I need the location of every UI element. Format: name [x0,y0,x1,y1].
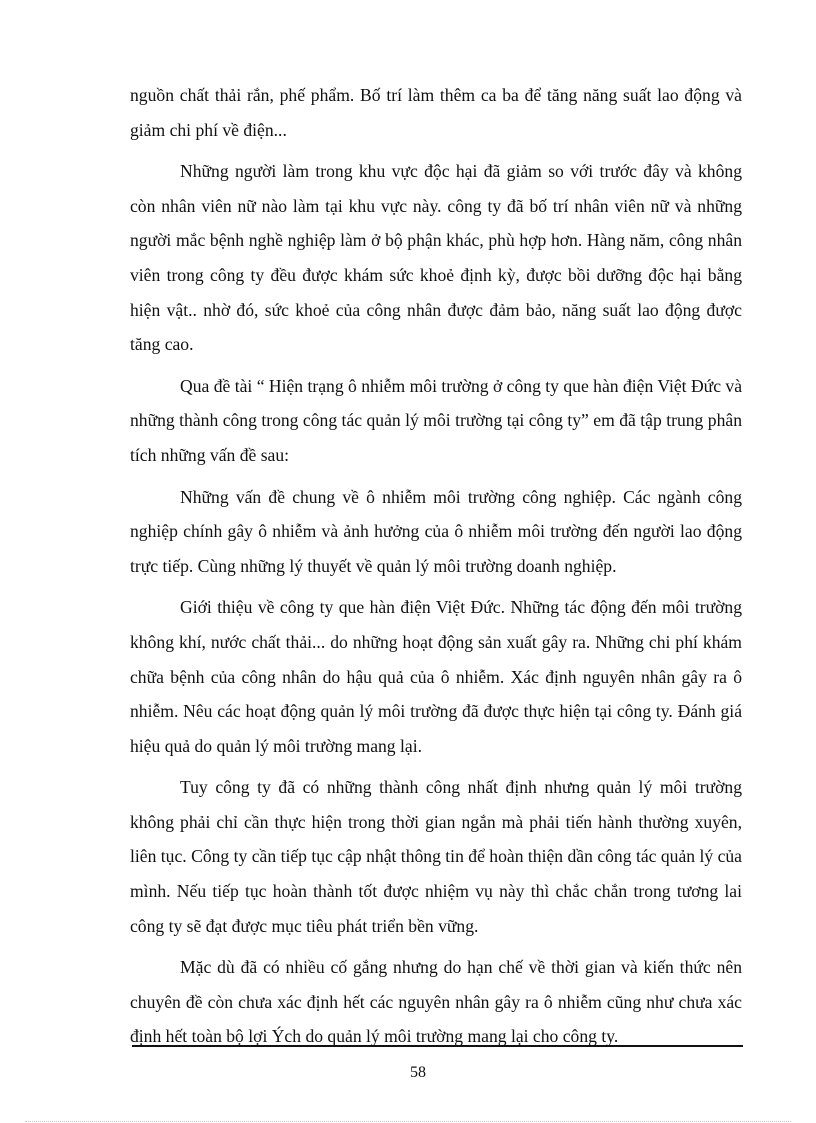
page-number: 58 [410,1064,426,1081]
paragraph: Qua đề tài “ Hiện trạng ô nhiễm môi trường ở công ty que hàn điện Việt Đức và những thành công trong công tác quản lý môi trường tại công ty” em đã tập trung phân tích những vấn đề sau: [130,375,743,465]
paragraph: Giới thiệu về công ty que hàn điện Việt Đức. Những tác động đến môi trường không khí, nước chất thải... do những hoạt động sản xuất gây ra. Những chi phí khám chữa bệnh của công nhân do hậu quả của ô nhiễm. Xác định nguyên nhân gây ra ô nhiễm. Nêu các hoạt động quản lý môi trường đã được thực hiện tại công ty. Đánh giá hiệu quả do quản lý môi trường mang lại. [130,597,742,756]
paragraph: Mặc dù đã có nhiều cố gắng nhưng do hạn chế về thời gian và kiến thức nên chuyên đề còn chưa xác định hết các nguyên nhân gây ra ô nhiễm cũng như chưa xác định hết toàn bộ lợi Ých do quản lý môi trường mang lại cho công ty. [130,957,742,1047]
page-edge-dotted-line [25,1121,791,1122]
body-text [130,78,742,1061]
footer-rule [132,1045,743,1047]
paragraph-continued: nguồn chất thải rắn, phế phẩm. Bố trí làm thêm ca ba để tăng năng suất lao động và giảm chi phí về điện... [130,85,742,140]
paragraph: Những người làm trong khu vực độc hại đã giảm so với trước đây và không còn nhân viên nữ nào làm tại khu vực này. công ty đã bố trí nhân viên nữ và những người mắc bệnh nghề nghiệp làm ở bộ phận khác, phù hợp hơn. Hàng năm, công nhân viên trong công ty đều được khám sức khoẻ định kỳ, được bồi dưỡng độc hại bằng hiện vật.. nhờ đó, sức khoẻ của công nhân được đảm bảo, năng suất lao động được tăng cao. [130,161,742,355]
paragraph: Tuy công ty đã có những thành công nhất định nhưng quản lý môi trường không phải chỉ cần thực hiện trong thời gian ngắn mà phải tiến hành thường xuyên, liên tục. Công ty cần tiếp tục cập nhật thông tin để hoàn thiện dần công tác quản lý của mình. Nếu tiếp tục hoàn thành tốt được nhiệm vụ này thì chắc chắn trong tương lai công ty sẽ đạt được mục tiêu phát triển bền vững. [130,777,742,936]
paragraph: Những vấn đề chung về ô nhiễm môi trường công nghiệp. Các ngành công nghiệp chính gây ô nhiễm và ảnh hưởng của ô nhiễm môi trường đến người lao động trực tiếp. Cùng những lý thuyết về quản lý môi trường doanh nghiệp. [130,486,742,576]
